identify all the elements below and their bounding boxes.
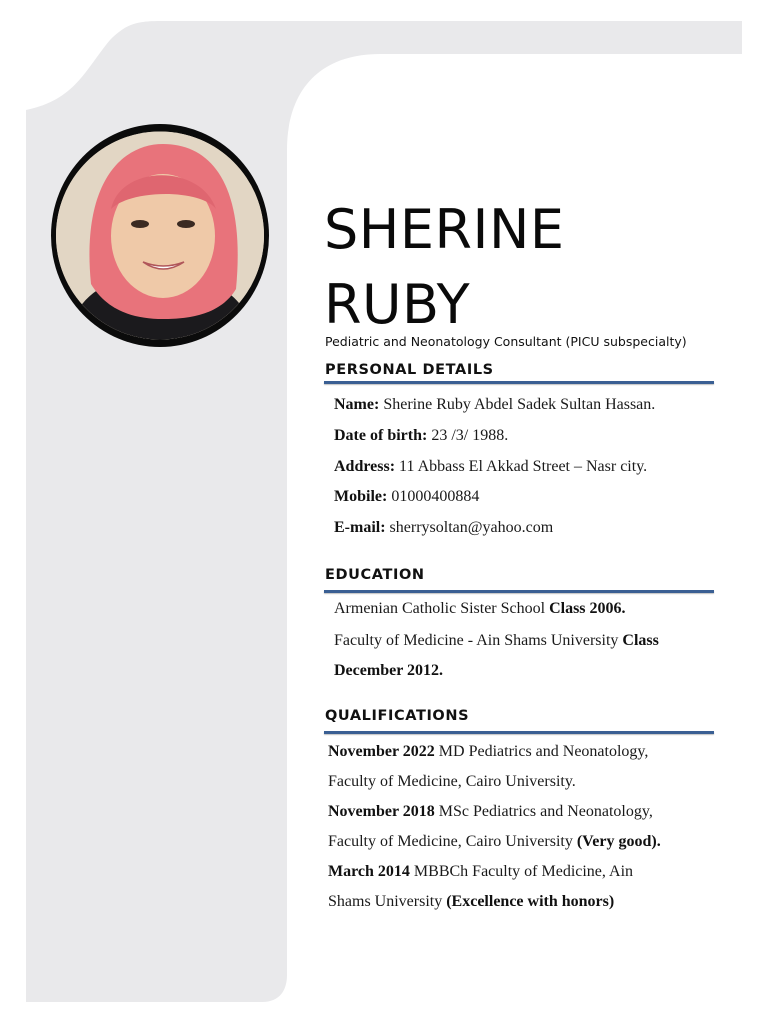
job-title: Pediatric and Neonatology Consultant (PICU subspecialty) <box>325 334 687 349</box>
qualification-3-date: March 2014 <box>328 863 410 880</box>
education-school-class: Class 2006. <box>549 600 626 617</box>
qualification-3-text: MBBCh Faculty of Medicine, Ain <box>413 863 634 880</box>
last-name: RUBY <box>324 273 471 336</box>
detail-address <box>334 458 647 476</box>
first-name: SHERINE <box>324 198 565 261</box>
education-heading: EDUCATION <box>325 567 425 583</box>
qualifications-heading: QUALIFICATIONS <box>325 708 470 724</box>
qualification-2-institution: Faculty of Medicine, Cairo University <box>328 833 573 850</box>
detail-mobile-label: Mobile: <box>334 488 388 505</box>
education-university-class: Class <box>622 632 659 649</box>
detail-dob-value: 23 /3/ 1988. <box>431 427 509 444</box>
education-university: Faculty of Medicine - Ain Shams University <box>334 632 619 649</box>
qualifications-rule <box>324 731 714 734</box>
qualification-2-date: November 2018 <box>328 803 435 820</box>
education-graduation-date: December 2012. <box>334 662 443 679</box>
detail-name-value: Sherine Ruby Abdel Sadek Sultan Hassan. <box>383 396 656 413</box>
qualification-3-institution: Shams University <box>328 893 443 910</box>
detail-address-value: 11 Abbass El Akkad Street – Nasr city. <box>399 458 648 475</box>
education-line-1 <box>334 600 626 618</box>
qualification-2-cont <box>328 833 661 851</box>
qualification-3-cont <box>328 893 614 911</box>
detail-dob-label: Date of birth: <box>334 427 428 444</box>
education-rule <box>324 590 714 593</box>
detail-address-label: Address: <box>334 458 396 475</box>
qualification-3 <box>328 863 633 881</box>
detail-dob <box>334 427 508 445</box>
detail-email <box>334 519 553 537</box>
education-school: Armenian Catholic Sister School <box>334 600 546 617</box>
personal-details-rule <box>324 381 714 384</box>
education-line-3 <box>334 662 443 680</box>
detail-name-label: Name: <box>334 396 380 413</box>
detail-mobile-value: 01000400884 <box>391 488 480 505</box>
qualification-2-grade: (Very good). <box>576 833 661 850</box>
personal-details-heading: PERSONAL DETAILS <box>325 362 494 378</box>
qualification-2-text: MSc Pediatrics and Neonatology, <box>438 803 653 820</box>
qualification-2 <box>328 803 653 821</box>
detail-mobile <box>334 488 479 506</box>
qualification-3-grade: (Excellence with honors) <box>446 893 615 910</box>
profile-photo <box>51 124 269 347</box>
qualification-1-cont: Faculty of Medicine, Cairo University. <box>328 773 576 790</box>
education-line-2 <box>334 632 659 650</box>
detail-name <box>334 396 655 414</box>
qualification-1-text: MD Pediatrics and Neonatology, <box>438 743 649 760</box>
qualification-1 <box>328 743 648 761</box>
detail-email-label: E-mail: <box>334 519 386 536</box>
qualification-1-date: November 2022 <box>328 743 435 760</box>
detail-email-value: sherrysoltan@yahoo.com <box>389 519 554 536</box>
